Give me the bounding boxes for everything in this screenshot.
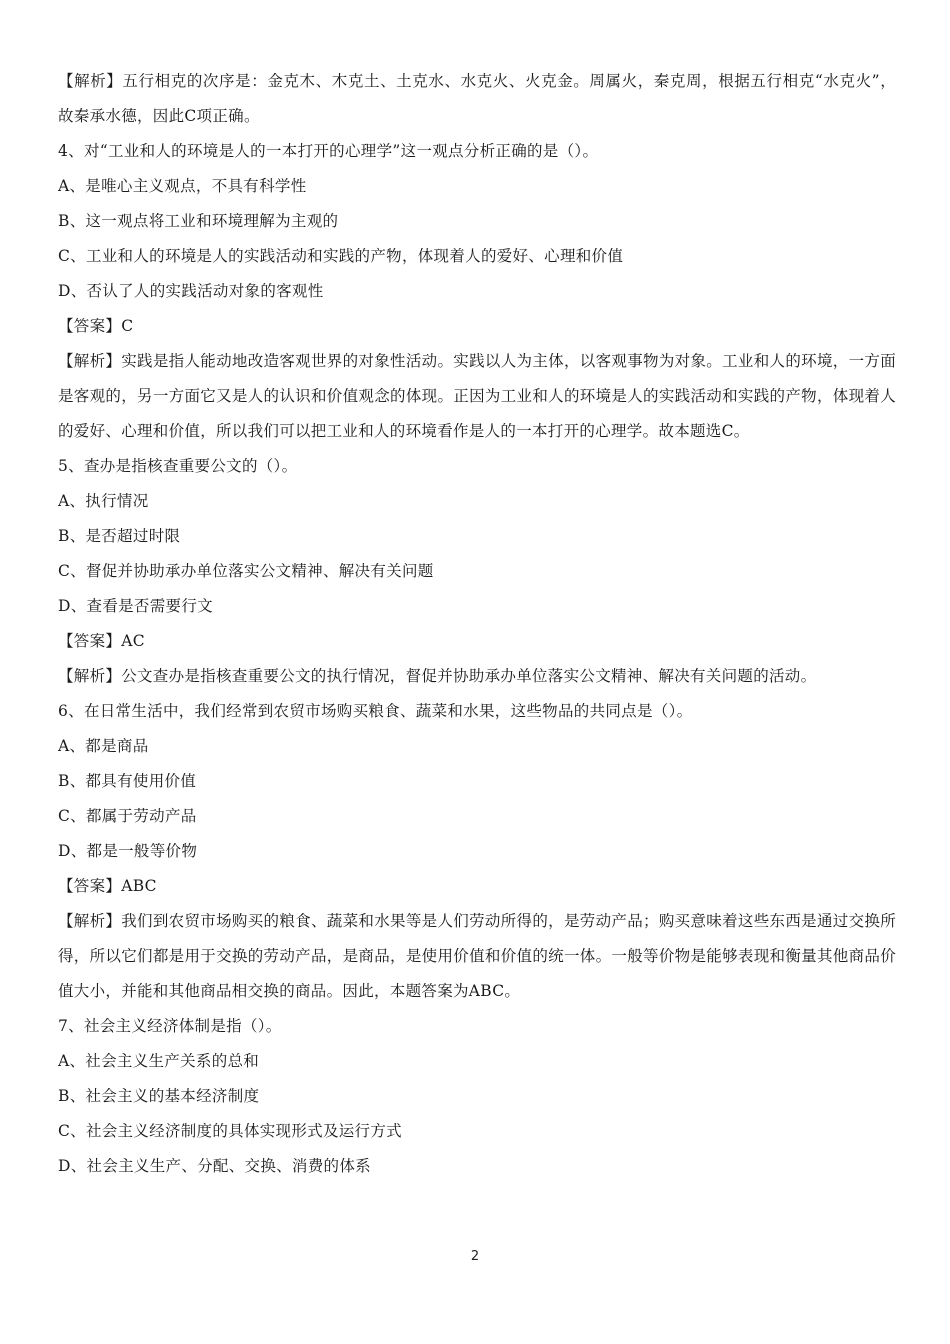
q5-option-c: C、督促并协助承办单位落实公文精神、解决有关问题 xyxy=(58,562,434,580)
q6-option-b: B、都具有使用价值 xyxy=(58,772,197,790)
analysis-label: 【解析】 xyxy=(58,72,123,90)
q3-analysis xyxy=(58,64,896,134)
q5-question: 5、查办是指核查重要公文的（）。 xyxy=(58,457,298,475)
answer-label: 【答案】 xyxy=(58,317,122,335)
analysis-text: 我们到农贸市场购买的粮食、蔬菜和水果等是人们劳动所得的，是劳动产品；购买意味着这些东西是通过交换所得，所以它们都是用于交换的劳动产品，是商品，是使用价值和价值的统一体。一般等价物是能够表现和衡量其他商品价值大小，并能和其他商品相交换的商品。因此，本题答案为ABC。 xyxy=(58,912,897,1000)
analysis-label: 【解析】 xyxy=(58,352,122,370)
q6-option-d: D、都是一般等价物 xyxy=(58,842,198,860)
q7-option-d: D、社会主义生产、分配、交换、消费的体系 xyxy=(58,1157,371,1175)
q6-answer xyxy=(58,869,896,904)
document-body xyxy=(58,64,896,1184)
q7-option-b: B、社会主义的基本经济制度 xyxy=(58,1087,260,1105)
q6-option-c: C、都属于劳动产品 xyxy=(58,807,197,825)
q6-analysis xyxy=(58,904,896,1009)
q6-question: 6、在日常生活中，我们经常到农贸市场购买粮食、蔬菜和水果，这些物品的共同点是（）。 xyxy=(58,702,693,720)
answer-label: 【答案】 xyxy=(58,877,122,895)
q4-option-d: D、否认了人的实践活动对象的客观性 xyxy=(58,282,324,300)
q4-option-a: A、是唯心主义观点，不具有科学性 xyxy=(58,177,307,195)
q6-option-a: A、都是商品 xyxy=(58,737,149,755)
q4-answer xyxy=(58,309,896,344)
analysis-label: 【解析】 xyxy=(58,912,122,930)
q4-option-b: B、这一观点将工业和环境理解为主观的 xyxy=(58,212,339,230)
analysis-text: 实践是指人能动地改造客观世界的对象性活动。实践以人为主体，以客观事物为对象。工业和人的环境，一方面是客观的，另一方面它又是人的认识和价值观念的体现。正因为工业和人的环境是人的实践活动和实践的产物，体现着人的爱好、心理和价值，所以我们可以把工业和人的环境看作是人的一本打开的心理学。故本题选C。 xyxy=(58,352,897,440)
page-number: 2 xyxy=(470,1249,480,1264)
q5-option-d: D、查看是否需要行文 xyxy=(58,597,213,615)
analysis-text: 公文查办是指核查重要公文的执行情况，督促并协助承办单位落实公文精神、解决有关问题的活动。 xyxy=(121,667,817,685)
q4-analysis xyxy=(58,344,896,449)
q7-question: 7、社会主义经济体制是指（）。 xyxy=(58,1017,282,1035)
q7-option-c: C、社会主义经济制度的具体实现形式及运行方式 xyxy=(58,1122,402,1140)
analysis-text: 五行相克的次序是：金克木、木克土、土克水、水克火、火克金。周属火，秦克周，根据五行相克“水克火”，故秦承水德，因此C项正确。 xyxy=(58,72,896,125)
q5-analysis xyxy=(58,659,896,694)
analysis-label: 【解析】 xyxy=(58,667,122,685)
q4-option-c: C、工业和人的环境是人的实践活动和实践的产物，体现着人的爱好、心理和价值 xyxy=(58,247,624,265)
q4-question: 4、对“工业和人的环境是人的一本打开的心理学”这一观点分析正确的是（）。 xyxy=(58,142,599,160)
q5-answer xyxy=(58,624,896,659)
answer-value: ABC xyxy=(121,877,157,895)
q7-option-a: A、社会主义生产关系的总和 xyxy=(58,1052,260,1070)
q5-option-a: A、执行情况 xyxy=(58,492,149,510)
answer-value: C xyxy=(121,317,134,335)
answer-label: 【答案】 xyxy=(58,632,122,650)
q5-option-b: B、是否超过时限 xyxy=(58,527,181,545)
answer-value: AC xyxy=(121,632,145,650)
